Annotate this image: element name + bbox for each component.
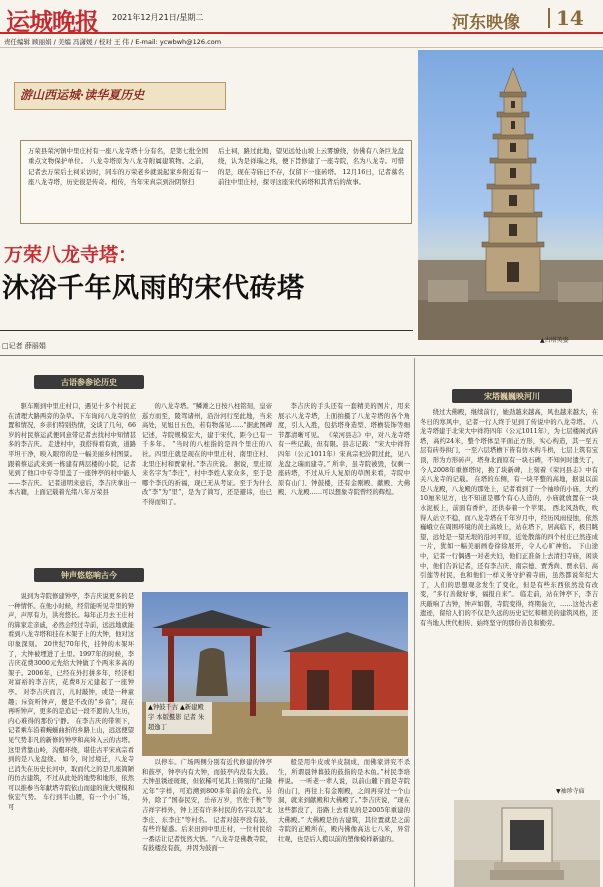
section-name: 河东映像 xyxy=(452,13,520,33)
article-column-3: 李吉庆的手头还有一套精美的图片，用来展示八龙寺塔，上面拍摄了八龙寺塔的各个角度，引人入胜，包括塔身造型、塔檐装饰等细节都清晰可见。 《荣河县志》中，对八龙寺塔有一些记载，但有限。县志记载：“宋大中祥符四年（公元1011年）宋真宗祀汾阴过此，见八龙盘之瑞而建寺。” 所幸，虽寺院被毁，仅剩一座砖塔，不过从斤人复原的草图来看，寺院中原有山门、钟鼓楼，还有金刚殿、献殿、大佛殿、八龙殿……可以想象寺院曾经的辉煌。 xyxy=(278,403,410,497)
page-separator xyxy=(548,8,550,28)
pagoda-photo xyxy=(418,50,603,340)
subhead-bell: 钟声悠悠响古今 xyxy=(34,568,144,582)
column-divider xyxy=(414,358,415,887)
editor-credit-line: 责任编辑 顾丽娟 / 美编 冯潇媛 / 校对 王 伟 / E-mail: ycwbwh@126.com xyxy=(0,36,603,48)
page-number: 14 xyxy=(556,6,584,30)
headline: 沐浴千年风雨的宋代砖塔 xyxy=(2,273,305,304)
article-column-4: 绕过大佛殿，继续前行，她劲越来越高，风也越来越大，在冬日的寒风中，记者一行人终于见到了传说中的八龙寺塔。 八龙寺塔建于北宋大中祥符四年（公元1011年），为七层楼阁式砖塔，高约24米，整个塔体呈平面正方形，实心构造，其一至五层有砖券拱门，一至六层塔檐下皆有仿木构斗栱，七层上筑有宝顶，形为方形砖声，塔身北面原有一块石碑，不知何时遗失了，今人2008年重修塔时，换了块新碑，上刻着《荣河县志》中有关八龙寺的记载。 在塔的东侧，有一块平整的高地，据说以前是八龙殿，八龙殿的那处上，记者看到了一个袖珍的小庙，大约10厘米见方，也不知道是哪个有心人造的，小庙就放置在一块水泥板上，前面有香炉，还供奉着一个苹果。 西北风劲吹，吹得人站立不稳，而八龙寺塔在千年岁月中，经历风雨侵蚀，依然巍峨立在周围环境的黄土高坡上，站在塔下，居高临下，极目眺望，远处是一望无垠的沿河平原，近处散落的四个村庄已然连成一片，犹如一幅美丽画卷徐徐展开，令人心旷神怡。 下山途中，记者一行偶遇一对老夫妇，他们正准备上去清扫寺庙，闲谈中，他们告诉记者，还有李吉庆、南宗德、贾秀尚、贾永信、高引莲等村民，也和他们一样义务守护着寺庙，虽然都说年纪大了，人们的思想观念发生了变化，但是有些东西依然没有改变，“多行善做好事，福报自来”。 临走前，站在钟亭下，李吉庆敲响了古钟，钟声如磬，寺院变得，终期袅立，……这处古老遗迹，留给人们的不仅是久远的历史记忆和精美的建筑风格，还有当地人世代相传、始终坚守的那份善良和勤劳。 xyxy=(420,409,598,628)
subhead-pagoda: 宋塔巍巍映河川 xyxy=(452,389,572,403)
article-column-1-lower: 说到为寺院修建钟亭，李吉庆说更多的是一种情怀。在他小时候，经常能听见寺里的钟声，声厚有力，洪亮悠长。每年正月去王庄村的算家走亲戚，必然会经过寺前，远远地就能看到八龙寺塔和挂在木架子上的大钟，他对这印象深刻。 20世纪70年代，挂钟的木架坏了，大钟被埋进了土里。1997年的时候，李吉庆花费3000元先给大钟做了个两米多高的架子。2006年，已经在外打拼多年，经济相对富裕的李吉庆，花费8万元建起了一座钟亭。 对李吉庆而言，儿时敲钟，或是一种童趣；斥资听钟声，便是不改的“乡音”；现在再听钟声，更多的是追记一段不愿的人生历，内心难得的那份宁静。 在李吉庆的带领下，记者乘车沿着蜿蜒曲折的乡路上山，远远便望见气势非凡的新修的钟亭和高耸入云的古塔。这里背靠山岭，沟壑环绕，堪佳古平宋真宗看到的是八龙盘绕。 如今，时过境迁，八龙寺已消失在历史长河中，取而代之的是几座简陋的仿古建筑，不过从此处的地势和地形，依然可以推参当年献塔寺院依山而建的庞大规模和恢宏气势。 车行到半山腰，有一个小广场，可 xyxy=(8,593,134,812)
series-title: 游山西运城·读华夏历史 xyxy=(20,88,145,102)
article-column-2: 的八龙寺塔。“鳞滩之日按八柱铭刻，皇帝巡方而至，陵驾诸州，沿汾河行至此地，当来高处，见旭日五色，若有物荡见……”据此图碑记述，寺院规模宏大，建于宋代，距今已有一千多年。 “当时的八柱指的是四个里庄的八社。四里庄就是现在的中里庄村、南里庄村、北里庄村和贾家村。”李吉庆说。 据说，里庄原来名字为“李庄”，村中李姓人家众多，至于是哪个李氏的祈福，现已无从考证。至于为什么改“李”为“里”，是为了简写，还是避讳，也已不得而知了。 xyxy=(142,403,272,506)
article-column-3-lower: 般是用牛皮或羊皮制成，而佛家讲究不杀生，所谓晨钟暮鼓的鼓指的是木鱼。”村民李培梓说。 一听老一辈人说，以前山麓下面是寺院的山门，再往上有金刚殿，之间再穿过一个山洞，就来到献殿和大佛殿了。”李吉庆说，“现在这些都没了，沿路上去看见的是2005年重建的大佛殿。” 大佛殿是仿古建筑，其位置就是之前寺院的正殿所在，殿内佛像高达七八米，异常壮观，也是后人揽以前的塑像模样新建的。 xyxy=(278,759,410,843)
headline-rule xyxy=(0,330,413,331)
bell-photo-caption: ▲钟鼓千古 ▲新建殿宇 本版摄影 记者 朱超逸丁 xyxy=(146,702,212,734)
intro-text-left: 万荣县荣河镇中里庄村有一座八龙寺塔十分有名，是第七批全国重点文物保护单位。 八龙寺塔原为八龙寺附属建筑物。之前，记者去万荣后土祠采访时，同车的万荣老乡就说起家乡附近有一座八龙寺塔，历史很是传奇。相传，当年宋真宗到汾阴祭扫 xyxy=(28,147,208,187)
pagoda-photo-caption: ▲古塔英姿 xyxy=(540,337,569,344)
small-shrine-photo xyxy=(454,800,600,887)
byline: □记者 薛丽娟 xyxy=(2,342,46,350)
headline-kicker: 万荣八龙寺塔： xyxy=(4,244,138,266)
article-column-1: 驱车刚到中里庄村口，遇见十多个村民正在清理大路两旁的杂草。下车询问八龙寺的位置和情况，乡亲们特别热情，交谈了几句，66岁的村民蔡运武便同意带记者去找村中知情甚多的李吉庆。 走进村中，我搭得看有致，道路平坦干净，映入眼帘的是一幅美丽乡村图景。跟着蔡运武来到一栋建有两层楼的小院，记者见到了他口中专寺里盖了一座钟亭的村中能人——李吉庆。 记者道明来意后，李吉庆拿出一本古籍，上面记载着光绪八年万荣县 xyxy=(8,403,136,497)
stele-photo-caption: ▼袖珍寺庙 xyxy=(556,788,585,795)
intro-text-right: 后土祠，路过此地，望见远处山坡上云雾缭绕，仿佛有八条巨龙盘绕，认为是祥瑞之兆，便下旨修建了一座寺院，名为八龙寺。可惜的是，现在寺庙已不存，仅留下一座砖塔。 12月16日，记者慕名前往中里庄村，探寻这座宋代砖塔和其背后的故事。 xyxy=(218,147,404,187)
article-column-2-lower: 以停车。广场两侧分别有近代修建的钟亭和鼓亭，钟亭内有大钟，而鼓亭内没有大鼓。 大钟虽锈迹斑斑，但依稀可见其上铸刻的“正隆元年”字样，可追溯到800多年前的金代。另外，除了“国泰民安，岳帝万岁，官佐千秋”等吉祥字样外，钟上还有许多村民的名字以及“北李庄、东李庄”等村名。 记者对鼓亭没有鼓，有些许疑惑。后来田到中里庄村，一位村民给一番话让记者恍然大悟。“八龙寺是佛教寺院，有鼓楼没有鼓，并因为鼓面一 xyxy=(142,759,272,853)
byline-rule xyxy=(0,355,603,356)
subhead-history: 古语参参论历史 xyxy=(34,375,144,389)
issue-date: 2021年12月21日/星期二 xyxy=(112,13,204,22)
newspaper-logo: 运城晚报 xyxy=(6,7,98,36)
